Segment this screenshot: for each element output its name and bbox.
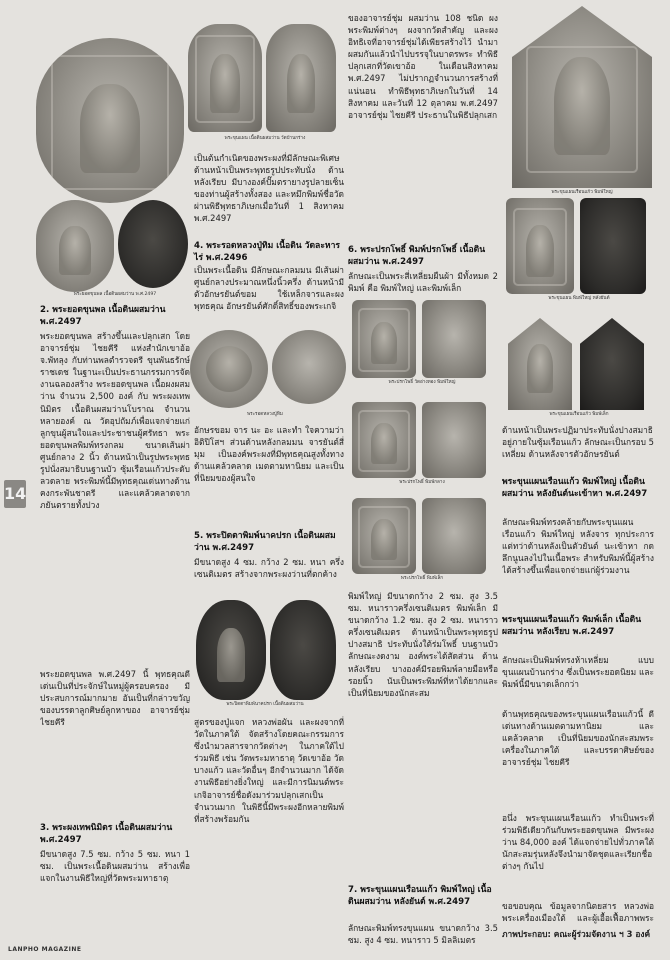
caption-c2: พระขุนแผน เนื้อดินผสมว่าน วัดบ้านกร่าง — [224, 136, 306, 141]
amulet-photo-pidta-nakprok-back — [270, 600, 336, 700]
section-3-paragraph: มีขนาดสูง 7.5 ซม. กว้าง 5 ซม. หนา 1 ซม. เป็นพระเนื้อดินผสมว่าน สร้างเพื่อแจกในงานพิธีใหญ่ที่วัดพระมหาธาตุ — [40, 849, 190, 884]
amulet-photo-prokpho-large-back — [422, 300, 486, 378]
caption-c7: พระปิดตาพิมพ์นาคปรก เนื้อดินผสมว่าน — [226, 702, 304, 707]
col4-paragraph-4: ด้านพุทธคุณของพระขุนแผนเรือนแก้วนี้ ดีเด่นทางด้านเมตตามหานิยม และแคล้วคลาด เป็นที่นิยมของนักสะสมพระเครื่องในภาคใต้ และบรรดาศิษย์ของ อาจารย์ชุ่ม ไชยคีรี — [502, 709, 654, 768]
section-4-heading: 4. พระรอดหลวงปู่ทิม เนื้อดิน วัดละหารไร่ พ.ศ.2496 — [194, 241, 341, 263]
amulet-photo-phrarod-front — [190, 330, 268, 408]
section-6-paragraph-2: พิมพ์ใหญ่ มีขนาดกว้าง 2 ซม. สูง 3.5 ซม. หนาราวครึ่งเซนติเมตร พิมพ์เล็ก มีขนาดกว้าง 1.2 ซม. สูง 2 ซม. หนาราวครึ่งเซนติเมตร ด้านหน้าเป็นพระพุทธรูปปางสมาธิ ประทับนั่งใต้ร่มโพธิ์ บนฐานบัว ลักษณะงดงาม องค์พระได้สัดส่วน ด้านหลังเรียบ บางองค์มีรอยพิมพ์ลายมือหรือรอยนิ้ว นับเป็นพระพิมพ์ที่หาได้ยากและเป็นที่นิยมของนักสะสม — [348, 591, 498, 698]
col4-credit: ภาพประกอบ: คณะผู้ร่วมจัดงาน ฯ 3 องค์ — [502, 929, 651, 939]
amulet-photo-khunphaen-yai-front — [506, 198, 574, 294]
caption-c9: พระขุนแผน พิมพ์ใหญ่ หลังยันต์ — [548, 296, 610, 301]
section-7-heading: 7. พระขุนแผนเรือนแก้ว พิมพ์ใหญ่ เนื้อดินผสมว่าน หลังยันต์ พ.ศ.2497 — [348, 885, 492, 907]
col4-heading-1: พระขุนแผนเรือนแก้ว พิมพ์ใหญ่ เนื้อดินผสมว่าน หลังยันต์นะเข้าหา พ.ศ.2497 — [502, 477, 648, 499]
col4-paragraph-6: ขอขอบคุณ ข้อมูลจากนิตยสาร หลวงพ่อ พระเครื่องเมืองใต้ และผู้เอื้อเฟื้อภาพพระ — [502, 901, 654, 924]
caption-c3: พระยอดขุนพล เนื้อดินผสมว่าน พ.ศ.2497 — [73, 292, 157, 297]
col2-intro-paragraph: เป็นต้นกำเนิดของพระผงที่มีลักษณะพิเศษ ด้านหน้าเป็นพระพุทธรูปประทับนั่ง ด้านหลังเรียบ มีบางองค์ปั๊มตรายางรูปลายเซ็นของท่านผู้สร้างทั้งสอง และหมึกพิมพ์ชื่อวัด ผ่านพิธีพุทธาภิเษกเมื่อวันที่ 1 สิงหาคม พ.ศ.2497 — [194, 153, 344, 224]
amulet-photo-prokpho-large-front — [352, 300, 416, 378]
section-5-paragraph-1: มีขนาดสูง 4 ซม. กว้าง 2 ซม. หนา ครึ่งเซนติเมตร สร้างจากพระผงว่านที่ตกค้าง — [194, 557, 344, 580]
amulet-photo-khunphaen-ruenkaew-large — [512, 6, 652, 188]
amulet-photo-khunphaen-lek-back — [580, 318, 644, 410]
amulet-photo-prokpho-medium-back — [422, 402, 486, 478]
col4-paragraph-3: ลักษณะเป็นพิมพ์ทรงห้าเหลี่ยม แบบขุนแผนบ้านกร่าง ซึ่งเป็นพระยอดนิยม และพิมพ์นี้มีขนาดเล็กกว่า — [502, 655, 654, 690]
section-4-paragraph-1: เป็นพระเนื้อดิน มีลักษณะกลมมน มีเส้นผ่าศูนย์กลางประมาณหนึ่งนิ้วครึ่ง ด้านหน้ามีตัวอักษรยันต์ขอม ใช้เหล็กจารและผงพุทธคุณ อักษรยันต์ศักดิ์สิทธิ์ของพระเกจิ — [194, 265, 344, 312]
magazine-footer: LANPHO MAGAZINE — [8, 946, 82, 953]
caption-c14: พระปรกโพธิ์ พิมพ์เล็ก — [400, 576, 444, 581]
col3-intro-paragraph: ของอาจารย์ชุ่ม ผสมว่าน 108 ชนิด ผงพระพิมพ์ต่างๆ ผงจากวัดสำคัญ และผงอิทธิเจที่อาจารย์ชุ่มได้เพียรสร้างไว้ นำมาผสมกันแล้วนำไปบรรจุในบาตรพระ ทำพิธีปลุกเสกที่วัดเขาอ้อ ในเดือนสิงหาคม พ.ศ.2497 ไม่ปรากฏจำนวนการสร้างที่แน่นอน ทำพิธีพุทธาภิเษกในวันที่ 14 สิงหาคม และวันที่ 12 ตุลาคม พ.ศ.2497 อาจารย์ชุ่ม ไชยคีรี ประธานในพิธีปลุกเสก — [348, 13, 498, 120]
section-7-paragraph: ลักษณะพิมพ์ทรงขุนแผน ขนาดกว้าง 3.5 ซม. สูง 4 ซม. หนาราว 5 มิลลิเมตร — [348, 923, 498, 946]
section-6-paragraph-1: ลักษณะเป็นพระสี่เหลี่ยมผืนผ้า มีทั้งหมด 2 พิมพ์ คือ พิมพ์ใหญ่ และพิมพ์เล็ก — [348, 271, 498, 294]
section-2-paragraph-2: พระยอดขุนพล พ.ศ.2497 นี้ พุทธคุณดีเด่นเป็นที่ประจักษ์ในหมู่ผู้ครอบครอง มีประสบการณ์มากมาย อันเป็นที่กล่าวขวัญของบรรดาลูกศิษย์ลูกหาของ อาจารย์ชุ่ม ไชยคีรี — [40, 669, 190, 728]
section-2-heading: 2. พระยอดขุนพล เนื้อดินผสมว่าน พ.ศ.2497 — [40, 305, 166, 327]
col4-paragraph-2: ลักษณะพิมพ์ทรงคล้ายกับพระขุนแผนเรือนแก้ว พิมพ์ใหญ่ หลังจาร ทุกประการ แต่ทว่าด้านหลังเป็นตัวยันต์ นะเข้าหา กดลึกนูนลงไปในเนื้อพระ สำหรับพิมพ์นี้ผู้สร้างได้สร้างขึ้นเพื่อแจกจ่ายแก่ผู้ร่วมงาน — [502, 517, 654, 576]
amulet-photo-khunphaen-front — [188, 24, 262, 132]
amulet-photo-khunphaen-back — [266, 24, 336, 132]
caption-c4: พระรอดหลวงปู่ทิม — [247, 412, 283, 417]
caption-c13: พระปรกโพธิ์ พิมพ์กลาง — [399, 480, 445, 485]
amulet-photo-prokpho-medium-front — [352, 402, 416, 478]
amulet-photo-back — [118, 200, 188, 288]
amulet-photo-prokpho-small-front — [352, 498, 416, 574]
caption-c12: พระปรกโพธิ์ วัดอ่างทอง พิมพ์ใหญ่ — [388, 380, 456, 385]
amulet-photo-khunphaen-yai-back — [580, 198, 646, 294]
amulet-photo-phrarod-back — [272, 330, 346, 404]
col4-paragraph-1: ด้านหน้าเป็นพระปฏิมาประทับนั่งปางสมาธิ อยู่ภายในซุ้มเรือนแก้ว ลักษณะเป็นกรอบ 5 เหลี่ยม ด้านหลังจารตัวอักษรยันต์ — [502, 425, 654, 460]
section-4-paragraph-2: อักษรขอม จาร นะ อะ และทำ ใจความว่าอิติปิโสฯ ส่วนด้านหลังกลมมน จารยันต์สี่มุม เป็นองค์พระผงที่มีพุทธคุณสูงทั้งทางด้านแคล้วคลาด เมตตามหานิยม และเป็นที่นิยมของผู้สนใจ — [194, 425, 344, 484]
section-2-paragraph-1: พระยอดขุนพล สร้างขึ้นและปลุกเสก โดย อาจารย์ชุ่ม ไชยคีรี แห่งสำนักเขาอ้อ จ.พัทลุง กับท่านพลตำรวจตรี ขุนพันธรักษ์ราชเดช ในฐานะเป็นประธานกรรมการจัดงานฉลองสร้าง พระยอดขุนพล เนื้อผงผสมว่าน จำนวน 2,500 องค์ กับ พระผงเทพนิมิตร เนื้อดินผสมว่านโบราณ จำนวนหลายองค์ ณ วัดอุปถัมภ์เพื่อแจกจ่ายแก่ลูกขุนผู้สนใจและประชาชนผู้ศรัทธา พระยอดขุนพลพิมพ์ทรงกลม ขนาดเส้นผ่าศูนย์กลาง 2 นิ้ว ด้านหน้าเป็นรูปพระพุทธรูปนั่งสมาธิบนฐานบัว ซุ้มเรือนแก้วประดับลวดลาย พระพิมพ์นี้มีพุทธคุณเด่นทางด้านคงกระพันชาตรี และแคล้วคลาดจากภยันตรายทั้งปวง — [40, 331, 190, 511]
section-6-heading: 6. พระปรกโพธิ์ พิมพ์ปรกโพธิ์ เนื้อดินผสมว่าน พ.ศ.2497 — [348, 245, 486, 267]
amulet-photo-pidta-nakprok-front — [196, 600, 266, 700]
caption-c11: พระขุนแผนเรือนแก้ว พิมพ์เล็ก — [549, 412, 609, 417]
col4-paragraph-5: อนึ่ง พระขุนแผนเรือนแก้ว ทำเป็นพระที่ร่วมพิธีเดียวกันกับพระยอดขุนพล มีพระผงว่าน 84,000 องค์ ได้แจกจ่ายไปทั่วภาคใต้ นักสะสมรุ่นหลังจึงนำมาจัดชุดและเรียกชื่อต่างๆ กันไป — [502, 813, 654, 872]
amulet-photo-front — [36, 200, 114, 292]
amulet-photo-yodkhunphon-large — [36, 38, 184, 203]
caption-c10: พระขุนแผนเรือนแก้ว พิมพ์ใหญ่ — [551, 190, 613, 195]
amulet-photo-prokpho-small-back — [422, 498, 486, 574]
section-5-heading: 5. พระปิดตาพิมพ์นาคปรก เนื้อดินผสมว่าน พ.ศ.2497 — [194, 531, 336, 553]
section-5-paragraph-2: สูตรของปู่แจก หลวงพ่อผัน และผงจากที่วัดในภาคใต้ จัดสร้างโดยคณะกรรมการ ซึ่งนำมวลสารจากวัดต่างๆ ในภาคใต้ไปร่วมพิธี เช่น วัดพระมหาธาตุ วัดเขาอ้อ วัดบางแก้ว และวัดอื่นๆ อีกจำนวนมาก ได้จัดงานพิธีอย่างยิ่งใหญ่ และมีการนิมนต์พระเกจิอาจารย์ชื่อดังมาร่วมปลุกเสกเป็นจำนวนมาก ในพิธีนี้มีพระผงอีกหลายพิมพ์ที่สร้างพร้อมกัน — [194, 717, 344, 824]
amulet-photo-khunphaen-lek-front — [508, 318, 572, 410]
page-number-tab: 14 — [4, 480, 26, 508]
col4-heading-2: พระขุนแผนเรือนแก้ว พิมพ์เล็ก เนื้อดินผสมว่าน หลังเรียบ พ.ศ.2497 — [502, 615, 642, 637]
section-3-heading: 3. พระผงเทพนิมิตร เนื้อดินผสมว่าน พ.ศ.2497 — [40, 823, 173, 845]
